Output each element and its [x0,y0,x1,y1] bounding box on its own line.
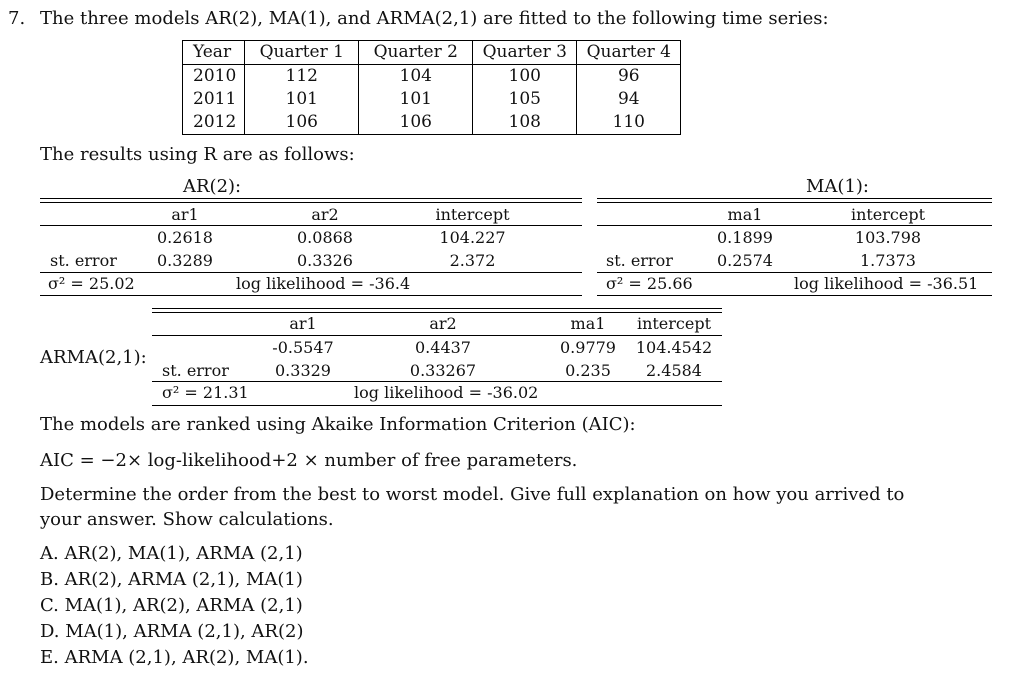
ma1-sigma-rule [597,272,992,273]
ar2-header: intercept [435,205,510,224]
arma21-top-rule [152,308,722,313]
ar2-coef: 0.0868 [297,228,353,247]
ar2-se: 2.372 [449,251,496,270]
col-header: Year [183,41,245,65]
table-cell: 106 [359,111,473,135]
arma21-se: 0.33267 [409,361,477,380]
table-cell: 101 [359,88,473,111]
table-cell: 105 [473,88,577,111]
table-header-row [183,41,681,65]
ma1-se: 0.2574 [717,251,773,270]
ar2-sigma: σ² = 25.02 [48,274,135,293]
ma1-top-rule [597,198,992,203]
option-c[interactable]: C. MA(1), AR(2), ARMA (2,1) [40,595,303,616]
arma21-se: 0.3329 [275,361,331,380]
col-header: Quarter 4 [577,41,681,65]
arma21-coef: 0.9779 [560,338,616,357]
arma21-header: ar2 [429,314,457,333]
ar2-se: 0.3326 [297,251,353,270]
question-number: 7. [8,8,26,29]
table-cell: 2010 [183,65,245,89]
table-cell: 106 [245,111,359,135]
table-cell: 94 [577,88,681,111]
ar2-se-label: st. error [50,251,117,270]
table-cell: 100 [473,65,577,89]
arma21-bottom-rule [152,405,722,406]
ma1-header: ma1 [727,205,763,224]
ar2-se: 0.3289 [157,251,213,270]
table-row [183,65,681,89]
ar2-sigma-rule [40,272,582,273]
table-cell: 101 [245,88,359,111]
table-row [183,111,681,135]
table-row [183,88,681,111]
table-cell: 2012 [183,111,245,135]
option-a[interactable]: A. AR(2), MA(1), ARMA (2,1) [40,543,303,564]
col-header: Quarter 3 [473,41,577,65]
ma1-coef: 103.798 [854,228,922,247]
col-header: Quarter 1 [245,41,359,65]
ma1-sigma: σ² = 25.66 [606,274,693,293]
col-header: Quarter 2 [359,41,473,65]
ma1-se-label: st. error [606,251,673,270]
arma21-se: 2.4584 [646,361,702,380]
arma21-se-label: st. error [162,361,229,380]
task-line-2: your answer. Show calculations. [40,509,334,530]
ar2-title: AR(2): [183,176,242,197]
arma21-header: ar1 [289,314,317,333]
table-cell: 2011 [183,88,245,111]
arma21-header: intercept [636,314,712,333]
ar2-top-rule [40,198,582,203]
question-intro: The three models AR(2), MA(1), and ARMA(2,1) are fitted to the following time series: [40,8,829,29]
results-intro: The results using R are as follows: [40,144,355,165]
aic-formula: AIC = −2× log-likelihood+2 × number of free parameters. [40,450,578,471]
ar2-header: ar2 [311,205,339,224]
ma1-mid-rule [597,225,992,226]
arma21-loglik: log likelihood = -36.02 [354,383,539,402]
arma21-sigma-rule [152,381,722,382]
aic-intro: The models are ranked using Akaike Information Criterion (AIC): [40,414,636,435]
ma1-bottom-rule [597,295,992,296]
ar2-mid-rule [40,225,582,226]
ar2-bottom-rule [40,295,582,296]
option-d[interactable]: D. MA(1), ARMA (2,1), AR(2) [40,621,304,642]
table-cell: 104 [359,65,473,89]
option-e[interactable]: E. ARMA (2,1), AR(2), MA(1). [40,647,309,668]
arma21-header: ma1 [570,314,606,333]
table-cell: 96 [577,65,681,89]
ma1-header: intercept [850,205,926,224]
table-cell: 108 [473,111,577,135]
ar2-loglik: log likelihood = -36.4 [236,274,411,293]
arma21-se: 0.235 [565,361,611,380]
ma1-coef: 0.1899 [717,228,773,247]
table-cell: 110 [577,111,681,135]
ma1-loglik: log likelihood = -36.51 [794,274,979,293]
task-line-1: Determine the order from the best to worst model. Give full explanation on how you arrived to [40,484,905,505]
ar2-coef: 0.2618 [157,228,213,247]
time-series-table [182,40,681,135]
ar2-coef: 104.227 [439,228,506,247]
arma21-coef: -0.5547 [272,338,334,357]
arma21-mid-rule [152,335,722,336]
ar2-header: ar1 [171,205,199,224]
arma21-title: ARMA(2,1): [40,347,147,368]
option-b[interactable]: B. AR(2), ARMA (2,1), MA(1) [40,569,303,590]
arma21-coef: 0.4437 [415,338,471,357]
ma1-title: MA(1): [806,176,869,197]
arma21-sigma: σ² = 21.31 [162,383,249,402]
table-cell: 112 [245,65,359,89]
arma21-coef: 104.4542 [635,338,713,357]
ma1-se: 1.7373 [860,251,916,270]
